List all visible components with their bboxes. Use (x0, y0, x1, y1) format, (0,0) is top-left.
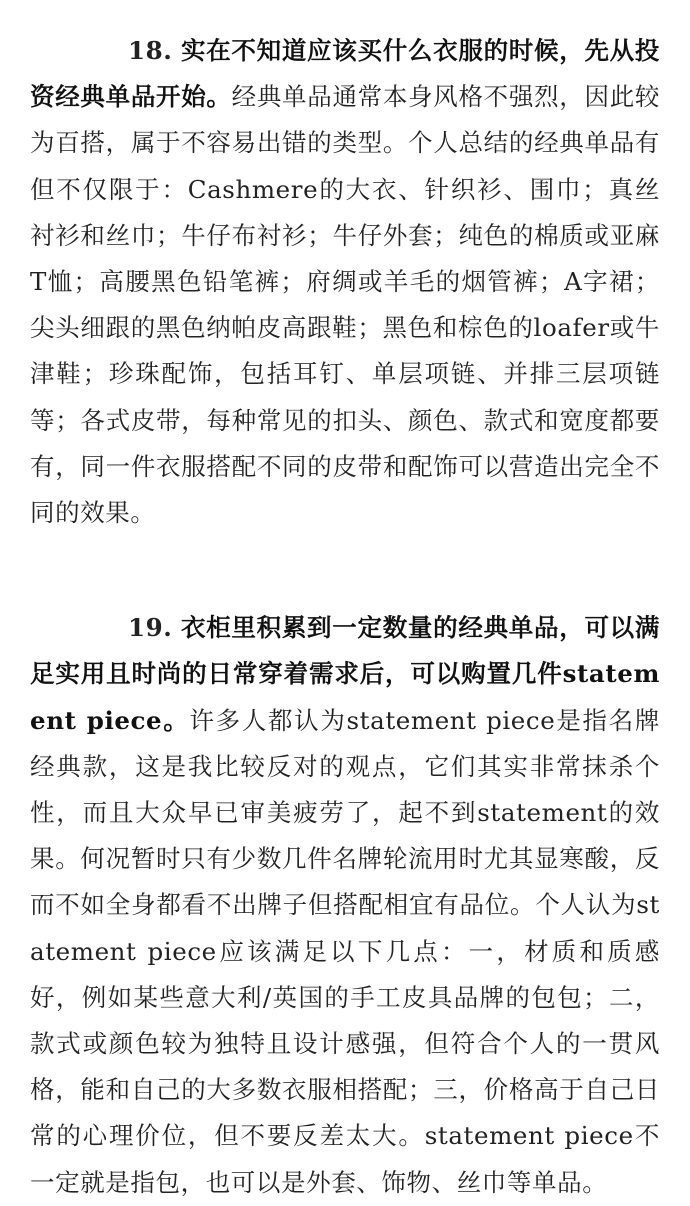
section-body: 经典单品通常本身风格不强烈，因此较为百搭，属于不容易出错的类型。个人总结的经典单品有但不仅限于：Cashmere的大衣、针织衫、围巾；真丝衬衫和丝巾；牛仔布衬衫；牛仔外套；纯色的棉质或亚麻T恤；高腰黑色铅笔裤；府绸或羊毛的烟管裤；A字裙；尖头细跟的黑色纳帕皮高跟鞋；黑色和棕色的loafer或牛津鞋；珍珠配饰，包括耳钉、单层项链、并排三层项链等；各式皮带，每种常见的扣头、颜色、款式和宽度都要有，同一件衣服搭配不同的皮带和配饰可以营造出完全不同的效果。 (30, 82, 660, 528)
section-number: 19. (128, 613, 173, 643)
section-number: 18. (128, 36, 173, 65)
section-18 (30, 28, 660, 536)
section-19 (30, 605, 660, 1206)
section-heading: 衣柜里积累到一定数量的经典单品，可以满足实用且时尚的日常穿着需求后，可以购置几件statement piece。 (30, 613, 660, 735)
section-body: 许多人都认为statement piece是指名牌经典款，这是我比较反对的观点，它们其实非常抹杀个性，而且大众早已审美疲劳了，起不到statement的效果。何况暂时只有少数几件名牌轮流用时尤其显寒酸，反而不如全身都看不出牌子但搭配相宜有品位。个人认为statement piece应该满足以下几点：一，材质和质感好，例如某些意大利/英国的手工皮具品牌的包包；二，款式或颜色较为独特且设计感强，但符合个人的一贯风格，能和自己的大多数衣服相搭配；三，价格高于自己日常的心理价位，但不要反差太大。statement piece不一定就是指包，也可以是外套、饰物、丝巾等单品。 (30, 705, 660, 1197)
section-heading: 实在不知道应该买什么衣服的时候，先从投资经典单品开始。 (30, 36, 660, 112)
